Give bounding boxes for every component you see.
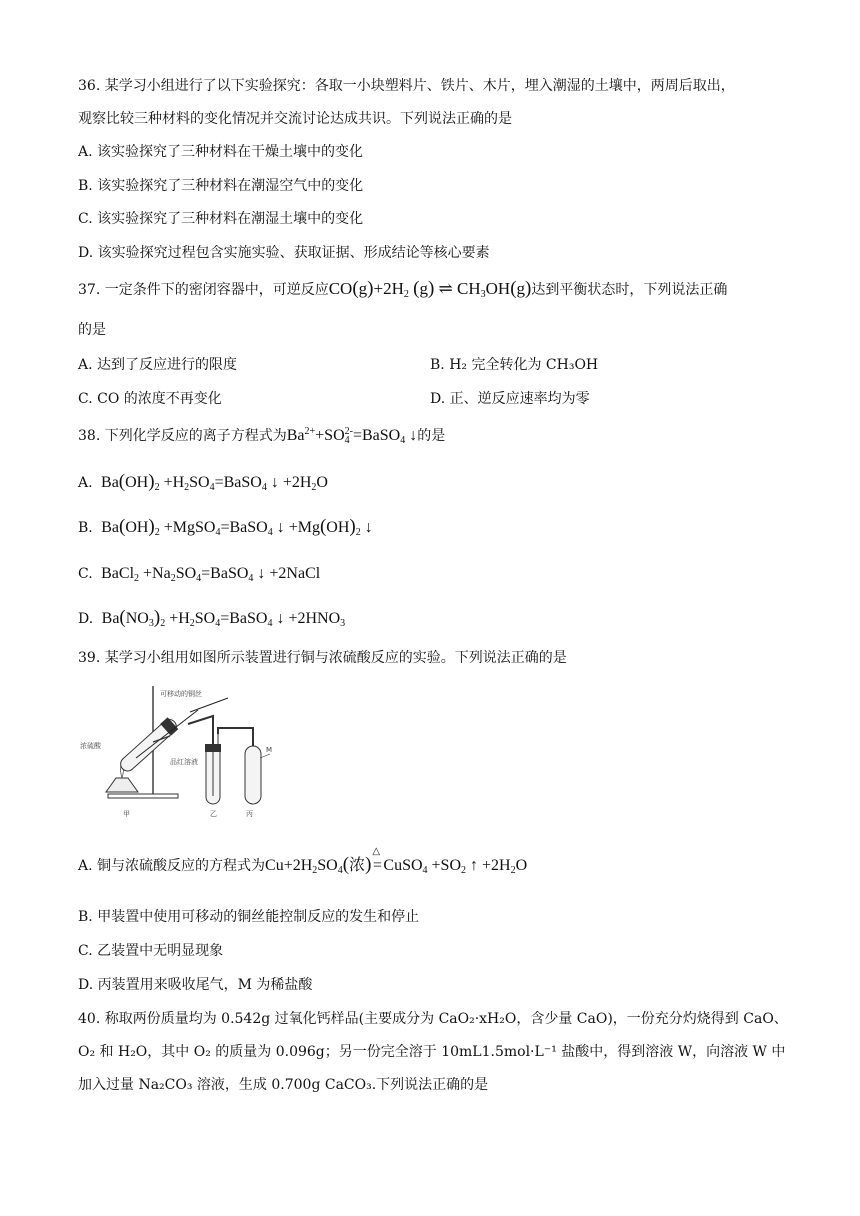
q38-option-d-equation: $Ba(NO_3)_2$ $+H_2SO_4=BaSO_4$ ↓ $+2HNO_3$ (97, 607, 346, 629)
q40-line-1: 40. 称取两份质量均为 0.542g 过氧化钙样品(主要成分为 CaO₂·xH₂O，含少量 CaO)，一份充分灼烧得到 CaO、 (78, 1011, 788, 1027)
q39-stem: 39. 某学习小组用如图所示装置进行铜与浓硫酸反应的实验。下列说法正确的是 (78, 650, 567, 666)
q36-option-d: D. 该实验探究过程包含实施实验、获取证据、形成结论等核心要素 (78, 245, 490, 261)
label-copper-wire: 可移动的铜丝 (160, 690, 202, 698)
label-m: M (266, 746, 273, 754)
q38-ionic-equation: $Ba^{2+}+SO_4^{2-}=BaSO_4$ ↓ (286, 426, 418, 446)
label-bing: 丙 (246, 810, 253, 818)
q37-option-c: C. CO 的浓度不再变化 (78, 391, 222, 407)
q38-option-d (78, 609, 345, 628)
q36-stem-line-1: 36. 某学习小组进行了以下实验探究：各取一小块塑料片、铁片、木片，埋入潮湿的土壤中，两周后取出， (78, 78, 735, 94)
label-jia: 甲 (123, 810, 130, 818)
q37-equilibrium-formula: $CO(g)+2H_2$ (g) ⇌ $CH_3OH(g)$ (328, 278, 532, 300)
q37-stem-line-1 (78, 280, 727, 299)
q39-option-a (78, 846, 528, 876)
q40-line-3: 加入过量 Na₂CO₃ 溶液，生成 0.700g CaCO₃.下列说法正确的是 (78, 1077, 489, 1093)
q38-option-a (78, 473, 328, 492)
label-yi: 乙 (210, 810, 217, 818)
q39-option-d: D. 丙装置用来吸收尾气，M 为稀盐酸 (78, 977, 313, 993)
q37-stem-suffix: 达到平衡状态时，下列说法正确 (531, 282, 728, 298)
q40-line-2: O₂ 和 H₂O，其中 O₂ 的质量为 0.096g；另一份完全溶于 10mL1.5mol·L⁻¹ 盐酸中，得到溶液 W，向溶液 W 中 (78, 1044, 786, 1060)
alcohol-lamp (106, 778, 138, 792)
q38-option-b (78, 518, 373, 537)
q36-option-c: C. 该实验探究了三种材料在潮湿土壤中的变化 (78, 211, 364, 227)
q36-stem-line-2: 观察比较三种材料的变化情况并交流讨论达成共识。下列说法正确的是 (78, 111, 512, 127)
copper-wire (136, 710, 198, 758)
q38-option-c-label: C. (78, 566, 93, 582)
q37-option-d: D. 正、逆反应速率均为零 (430, 391, 590, 407)
q38-option-c-equation: BaCl$_2$ $+Na_2SO_4=BaSO_4$ ↓ +2NaCl (97, 565, 321, 584)
q38-option-c (78, 565, 320, 583)
q37-stem-prefix: 37. 一定条件下的密闭容器中，可逆反应 (78, 282, 329, 298)
q38-stem-suffix: 的是 (417, 428, 446, 444)
stopper-yi (205, 744, 221, 752)
q38-stem-prefix: 38. 下列化学反应的离子方程式为 (78, 428, 287, 444)
stand-base (108, 794, 178, 798)
test-tube-bing (245, 746, 261, 804)
q38-stem (78, 427, 445, 445)
q39-option-b: B. 甲装置中使用可移动的铜丝能控制反应的发生和停止 (78, 909, 420, 925)
wire-pointer (190, 698, 228, 712)
q36-option-b: B. 该实验探究了三种材料在潮湿空气中的变化 (78, 178, 364, 194)
q39-option-a-prefix: A. 铜与浓硫酸反应的方程式为 (78, 858, 266, 874)
q38-option-b-label: B. (78, 520, 93, 536)
apparatus-figure (78, 684, 278, 822)
q36-option-a: A. 该实验探究了三种材料在干燥土壤中的变化 (78, 144, 364, 160)
q38-option-a-label: A. (78, 475, 93, 491)
delivery-tube-1 (188, 716, 213, 744)
q37-option-a: A. 达到了反应进行的限度 (78, 357, 238, 373)
q38-option-b-equation: $Ba(OH)_2$ +MgSO$_4$=BaSO$_4$ ↓ $+Mg(OH)_2$ ↓ (97, 516, 373, 538)
q38-option-d-label: D. (78, 611, 94, 627)
label-pinhong: 品红溶液 (170, 758, 198, 766)
q39-option-c: C. 乙装置中无明显现象 (78, 943, 224, 959)
q37-stem-line-2: 的是 (78, 322, 106, 338)
q37-option-b: B. H₂ 完全转化为 CH₃OH (430, 357, 599, 373)
label-conc-acid: 浓硫酸 (80, 742, 101, 750)
q39-option-a-equation: $Cu+2H_2SO_4$(浓) △ =CuSO$_4$ $+SO_2$ ↑ $+2H_2O$ (265, 846, 528, 876)
q38-option-a-equation: $Ba(OH)_2$ $+H_2SO_4=BaSO_4$ ↓ $+2H_2O$ (97, 471, 328, 493)
